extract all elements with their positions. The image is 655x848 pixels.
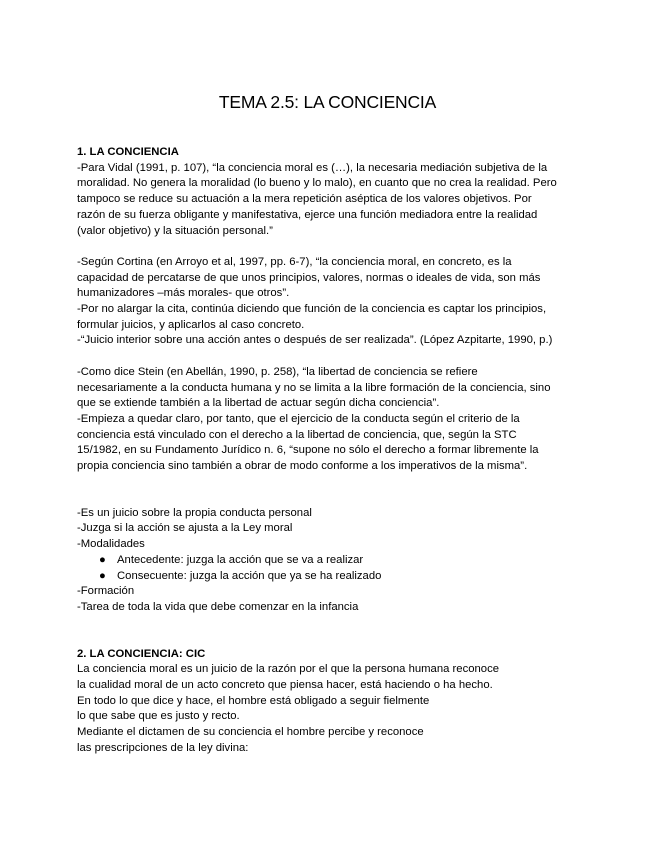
- text-line: conciencia está vinculado con el derecho a la libertad de conciencia, que, según la STC: [77, 428, 517, 441]
- text-line: En todo lo que dice y hace, el hombre está obligado a seguir fielmente: [77, 694, 430, 707]
- text-line: (valor objetivo) y la situación personal.”: [77, 224, 273, 237]
- list-line: -Modalidades: [77, 538, 145, 551]
- text-line: 15/1982, en su Fundamento Jurídico n. 6, “supone no sólo el derecho a formar libremente la: [77, 444, 539, 457]
- text-line: -Según Cortina (en Arroyo et al, 1997, pp. 6-7), “la conciencia moral, en concreto, es la: [77, 255, 512, 268]
- text-line: formular juicios, y aplicarlos al caso concreto.: [77, 318, 305, 331]
- paragraph-vidal: [77, 161, 602, 240]
- text-line: capacidad de percatarse de que unos principios, valores, normas o ideales de vida, son más: [77, 271, 541, 284]
- text-line: -Por no alargar la cita, continúa diciendo que función de la conciencia es captar los principios,: [77, 303, 547, 316]
- text-line: -“Juicio interior sobre una acción antes o después de ser realizada”. (López Azpitarte, 1990, p.): [77, 334, 553, 347]
- text-line: Mediante el dictamen de su conciencia el hombre percibe y reconoce: [77, 726, 424, 739]
- text-line: moralidad. No genera la moralidad (lo bueno y lo malo), en cuanto que no crea la realidad. Pero: [77, 177, 557, 190]
- section-heading: 2. LA CONCIENCIA: CIC: [77, 647, 206, 660]
- list-line: -Juzga si la acción se ajusta a la Ley moral: [77, 522, 293, 535]
- list-line: -Tarea de toda la vida que debe comenzar en la infancia: [77, 600, 359, 613]
- paragraph-cic: [77, 662, 602, 756]
- bullet-icon: ●: [99, 553, 106, 566]
- modalidades-list: [77, 553, 602, 584]
- bullet-icon: ●: [99, 569, 106, 582]
- list-line: -Formación: [77, 585, 135, 598]
- text-line: -Como dice Stein (en Abellán, 1990, p. 258), “la libertad de conciencia se refiere: [77, 365, 478, 378]
- text-line: las prescripciones de la ley divina:: [77, 741, 249, 754]
- text-line: -Empieza a quedar claro, por tanto, que el ejercicio de la conducta según el criterio de la: [77, 412, 520, 425]
- list-item: [77, 553, 602, 569]
- list-item-text: Consecuente: juzga la acción que ya se ha realizado: [117, 569, 382, 582]
- text-line: lo que sabe que es justo y recto.: [77, 710, 240, 723]
- list-item: [77, 569, 602, 585]
- text-line: tampoco se reduce su actuación a la mera repetición aséptica de los valores objetivos. Por: [77, 193, 532, 206]
- text-line: razón de su fuerza obligante y manifestativa, ejerce una función mediadora entre la realidad: [77, 208, 538, 221]
- text-line: la cualidad moral de un acto concreto que piensa hacer, está haciendo o ha hecho.: [77, 679, 493, 692]
- paragraph-stein: [77, 365, 602, 475]
- page-title: TEMA 2.5: LA CONCIENCIA: [218, 92, 437, 112]
- text-line: necesariamente a la conducta humana y no se limita a la libre formación de la conciencia, sino: [77, 381, 551, 394]
- text-line: -Para Vidal (1991, p. 107), “la conciencia moral es (…), la necesaria mediación subjetiva de la: [77, 161, 548, 174]
- characteristics-list: [77, 506, 602, 616]
- list-item-text: Antecedente: juzga la acción que se va a realizar: [117, 553, 364, 566]
- text-line: propia conciencia sino también a obrar de modo conforme a los imperativos de la misma”.: [77, 460, 528, 473]
- document-body: [77, 145, 602, 757]
- list-line: -Es un juicio sobre la propia conducta personal: [77, 506, 312, 519]
- section-heading: 1. LA CONCIENCIA: [77, 146, 179, 158]
- paragraph-cortina: [77, 255, 602, 349]
- text-line: que se extiende también a la libertad de actuar según dicha conciencia”.: [77, 397, 440, 410]
- text-line: humanizadores –más morales- que otros”.: [77, 287, 290, 300]
- text-line: La conciencia moral es un juicio de la razón por el que la persona humana reconoce: [77, 663, 500, 676]
